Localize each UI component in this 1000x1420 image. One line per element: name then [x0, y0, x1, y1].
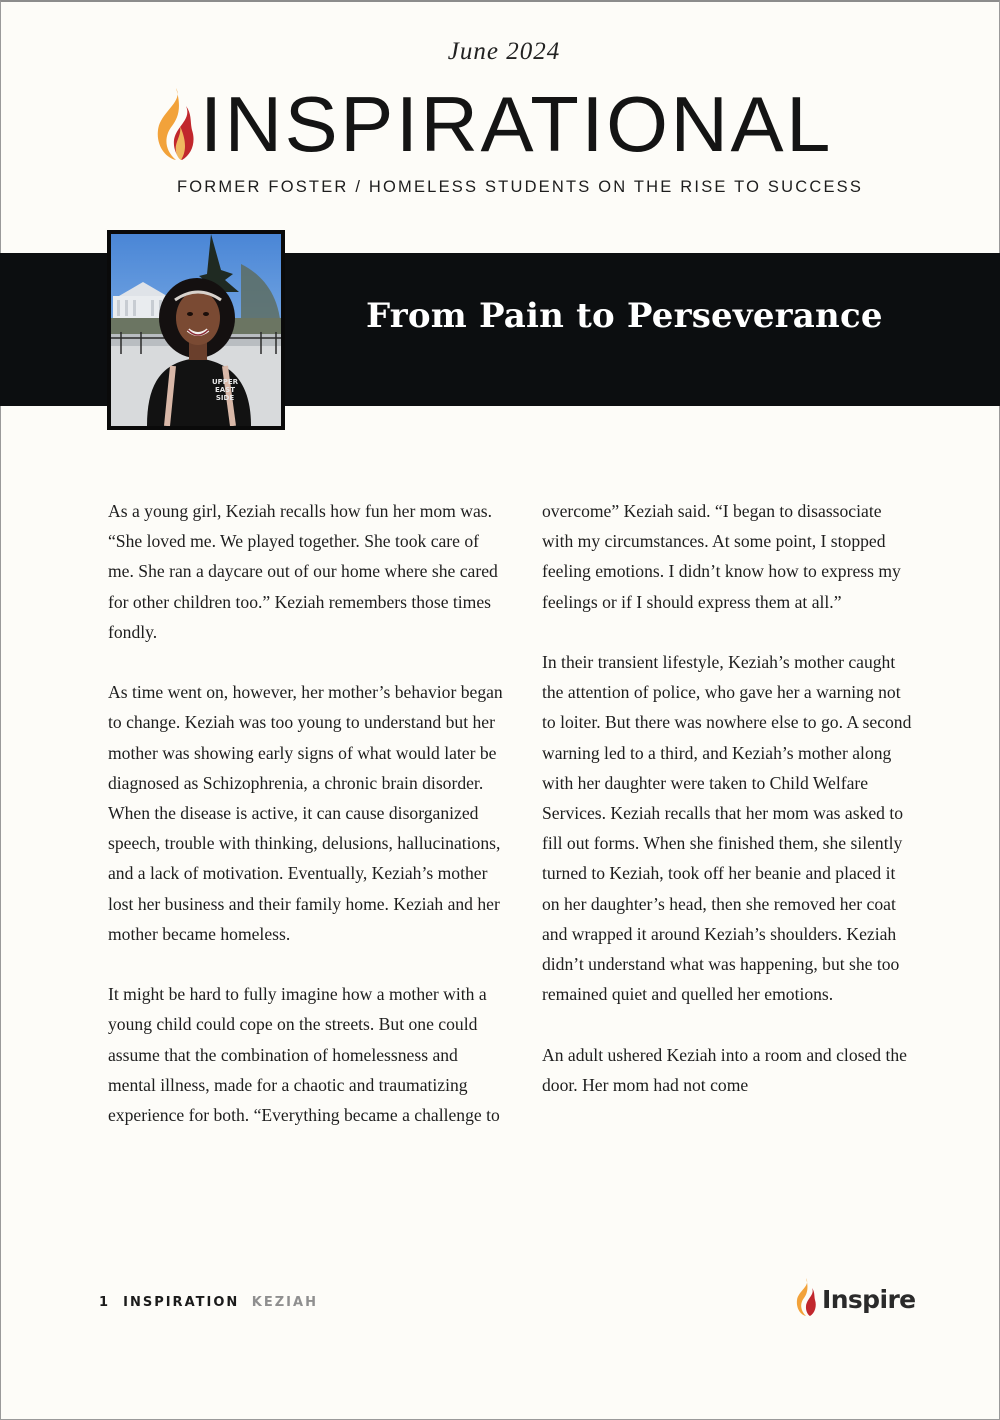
shirt-text-line-2: EAST	[214, 386, 236, 394]
shirt-text-line-1: UPPER	[211, 378, 239, 386]
article-column-right	[542, 496, 914, 1130]
tagline: FORMER FOSTER / HOMELESS STUDENTS ON THE RISE TO SUCCESS	[176, 178, 864, 196]
paragraph: In their transient lifestyle, Keziah’s mother caught the attention of police, who gave her a warning not to loiter. But there was nowhere else to go. A second warning led to a third, and Keziah’s mother along with her daughter were taken to Child Welfare Services. Keziah recalls that her mom was asked to fill out forms. When she finished them, she silently turned to Keziah, took off her beanie and placed it on her daughter’s head, then she removed her coat and wrapped it around Keziah’s shoulders. Keziah didn’t understand what was happening, but she too remained quiet and quelled her emotions.	[542, 652, 912, 1005]
paragraph: An adult ushered Keziah into a room and closed the door. Her mom had not come	[542, 1044, 907, 1095]
article-headline: From Pain to Perseverance	[366, 296, 883, 336]
paragraph: overcome” Keziah said. “I began to disassociate with my circumstances. At some point, I stopped feeling emotions. I didn’t know how to express my feelings or if I should express them at all.”	[542, 501, 901, 612]
footer-section: INSPIRATION	[123, 1295, 240, 1310]
page-number: 1	[99, 1295, 111, 1310]
paragraph: As time went on, however, her mother’s behavior began to change. Keziah was too young to understand but her mother was showing early signs of what would later be diagnosed as Schizophrenia, a chronic brain disorder. When the disease is active, it can cause disorganized speech, trouble with thinking, delusions, hallucinations, and a lack of motivation. Eventually, Keziah’s mother lost her business and their family home. Keziah and her mother became homeless.	[108, 682, 503, 944]
masthead-title: INSPIRATIONAL	[200, 80, 833, 168]
profile-photo-image	[111, 234, 281, 426]
flame-logo-icon	[793, 1277, 819, 1317]
inspire-logo	[793, 1276, 916, 1320]
page-footer	[99, 1295, 318, 1310]
masthead	[150, 80, 850, 168]
paragraph: It might be hard to fully imagine how a mother with a young child could cope on the streets. But one could assume that the combination of homelessness and mental illness, made for a chaotic and traumatizing experience for both. “Everything became a challenge to	[108, 984, 500, 1126]
profile-photo	[107, 230, 285, 430]
paragraph: As a young girl, Keziah recalls how fun her mom was. “She loved me. We played together. She took care of me. She ran a daycare out of our home where she cared for other children too.” Keziah remembers those times fondly.	[108, 501, 498, 642]
issue-date: June 2024	[447, 38, 561, 65]
footer-subject: KEZIAH	[251, 1295, 318, 1310]
logo-wordmark: Inspire	[822, 1285, 916, 1314]
flame-logo-icon	[150, 86, 200, 162]
article-column-left	[108, 496, 506, 1160]
shirt-text-line-3: SIDE	[215, 394, 235, 402]
